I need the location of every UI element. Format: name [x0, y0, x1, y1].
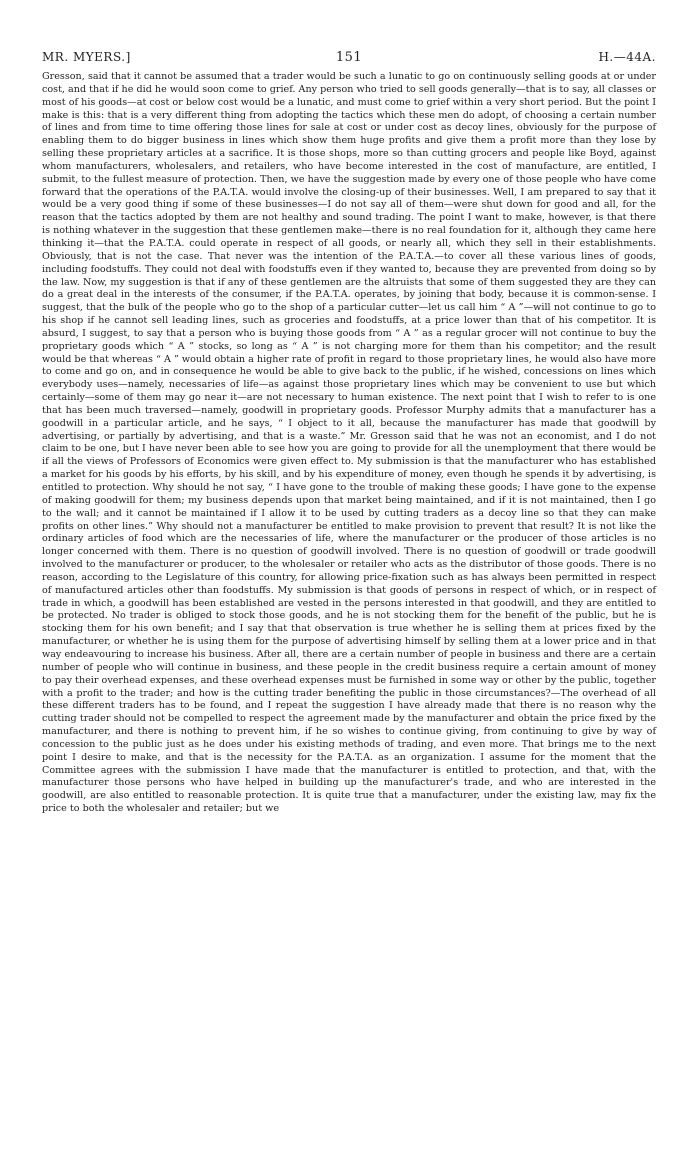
body-text: [42, 71, 656, 816]
page-header: [42, 50, 656, 65]
page-number: 151: [335, 50, 363, 65]
document-code: H.—44A.: [598, 50, 656, 64]
speaker-label: MR. MYERS.]: [42, 50, 131, 64]
body-paragraph: Gresson, said that it cannot be assumed that a trader would be such a lunatic to go on continuously selling goods at or under cost, and that if he did he would soon come to grief. Any person who tried to sell goods generally—that is to say, all classes or most of his goods—at cost or below cost would be a lunatic, and must come to grief within a very short period. But the point I make is this: that is a very different thing from adopting the tactics which these men do adopt, of choosing a certain number of lines and from time to time offering those lines for sale at cost or under cost as decoy lines, obviously for the purpose of enabling them to do bigger business in lines which show them huge profits and give them a profit more than they lose by selling these proprietary articles at a sacrifice. It is those shops, more so than cutting grocers and people like Boyd, against whom manufacturers, wholesalers, and retailers, who have become interested in the cost of manufacture, are entitled, I submit, to the fullest measure of protection. Then, we have the suggestion made by every one of those people who have come forward that the operations of the P.A.T.A. would involve the closing-up of their businesses. Well, I am prepared to say that it would be a very good thing if some of these businesses—I do not say all of them—were shut down for good and all, for the reason that the tactics adopted by them are not healthy and sound trading. The point I want to make, however, is that there is nothing whatever in the suggestion that these gentlemen make—there is no real foundation for it, although they came here thinking it—that the P.A.T.A. could operate in respect of all goods, or nearly all, which they sell in their establishments. Obviously, that is not the case. That never was the intention of the P.A.T.A.—to cover all these various lines of goods, including foodstuffs. They could not deal with foodstuffs even if they wanted to, because they are prevented from doing so by the law. Now, my suggestion is that if any of these gentlemen are the altruists that some of them suggested they are they can do a great deal in the interests of the consumer, if the P.A.T.A. operates, by joining that body, because it is common-sense. I suggest, that the bulk of the people who go to the shop of a particular cutter—let us call him “ A ”—will not continue to go to his shop if he cannot sell leading lines, such as groceries and foodstuffs, at a price lower than that of his competitor. It is absurd, I suggest, to say that a person who is buying those goods from “ A ” as a regular grocer will not continue to buy the proprietary goods which “ A ” stocks, so long as “ A ” is not charging more for them than his competitor; and the result would be that whereas “ A ” would obtain a higher rate of profit in regard to those proprietary lines, he would also have more to come and go on, and in consequence he would be able to give back to the public, if he wished, concessions on lines which everybody uses—namely, necessaries of life—as against those proprietary lines which may be convenient to use but which certainly—some of them may go near it—are not necessary to human existence. The next point that I wish to refer to is one that has been much traversed—namely, goodwill in proprietary goods. Professor Murphy admits that a manufacturer has a goodwill in a particular article, and he says, “ I object to it all, because the manufacturer has made that goodwill by advertising, or partially by advertising, and that is a waste.” Mr. Gresson said that he was not an economist, and I do not claim to be one, but I have never been able to see how you are going to provide for all the unemployment that there would be if all the views of Professors of Economics were given effect to. My submission is that the manufacturer who has established a market for his goods by his efforts, by his skill, and by his expenditure of money, even though he spends it by advertising, is entitled to protection. Why should he not say, “ I have gone to the trouble of making these goods; I have gone to the expense of making goodwill for them; my business depends upon that market being maintained, and if it is not maintained, then I go to the wall; and it cannot be maintained if I allow it to be used by cutting traders as a decoy line so that they can make profits on other lines.” Why should not a manufacturer be entitled to make provision to prevent that result? It is not like the ordinary articles of food which are the necessaries of life, where the manufacturer or the producer of those articles is no longer concerned with them. There is no question of goodwill involved. There is no question of goodwill or trade goodwill involved to the manufacturer or producer, to the wholesaler or retailer who acts as the distributor of those goods. There is no reason, according to the Legislature of this country, for allowing price-fixation such as has always been permitted in respect of manufactured articles other than foodstuffs. My submission is that goods of persons in respect of which, or in respect of trade in which, a goodwill has been established are vested in the persons interested in that goodwill, and they are entitled to be protected. No trader is obliged to stock those goods, and he is not stocking them for the benefit of the public, but he is stocking them for his own benefit; and I say that that observation is true whether he is selling them at prices fixed by the manufacturer, or whether he is using them for the purpose of advertising himself by selling them at a lower price and in that way endeavouring to increase his business. After all, there are a certain number of people in business and there are a certain number of people who will continue in business, and these people in the credit business require a certain amount of money to pay their overhead expenses, and these overhead expenses must be furnished in some way or other by the public, together with a profit to the trader; and how is the cutting trader benefiting the public in those circumstances?—The overhead of all these different traders has to be found, and I repeat the suggestion I have already made that there is no reason why the cutting trader should not be compelled to respect the agreement made by the manufacturer and obtain the price fixed by the manufacturer, and there is nothing to prevent him, if he so wishes to continue giving, from continuing to give by way of concession to the public just as he does under his existing methods of trading, and even more. That brings me to the next point I desire to make, and that is the necessity for the P.A.T.A. as an organization. I assume for the moment that the Committee agrees with the submission I have made that the manufacturer is entitled to protection, and that, with the manufacturer those persons who have helped in building up the manufacturer's trade, and who are interested in the goodwill, are also entitled to reasonable protection. It is quite true that a manufacturer, under the existing law, may fix the price to both the wholesaler and retailer; but we: [42, 71, 656, 815]
